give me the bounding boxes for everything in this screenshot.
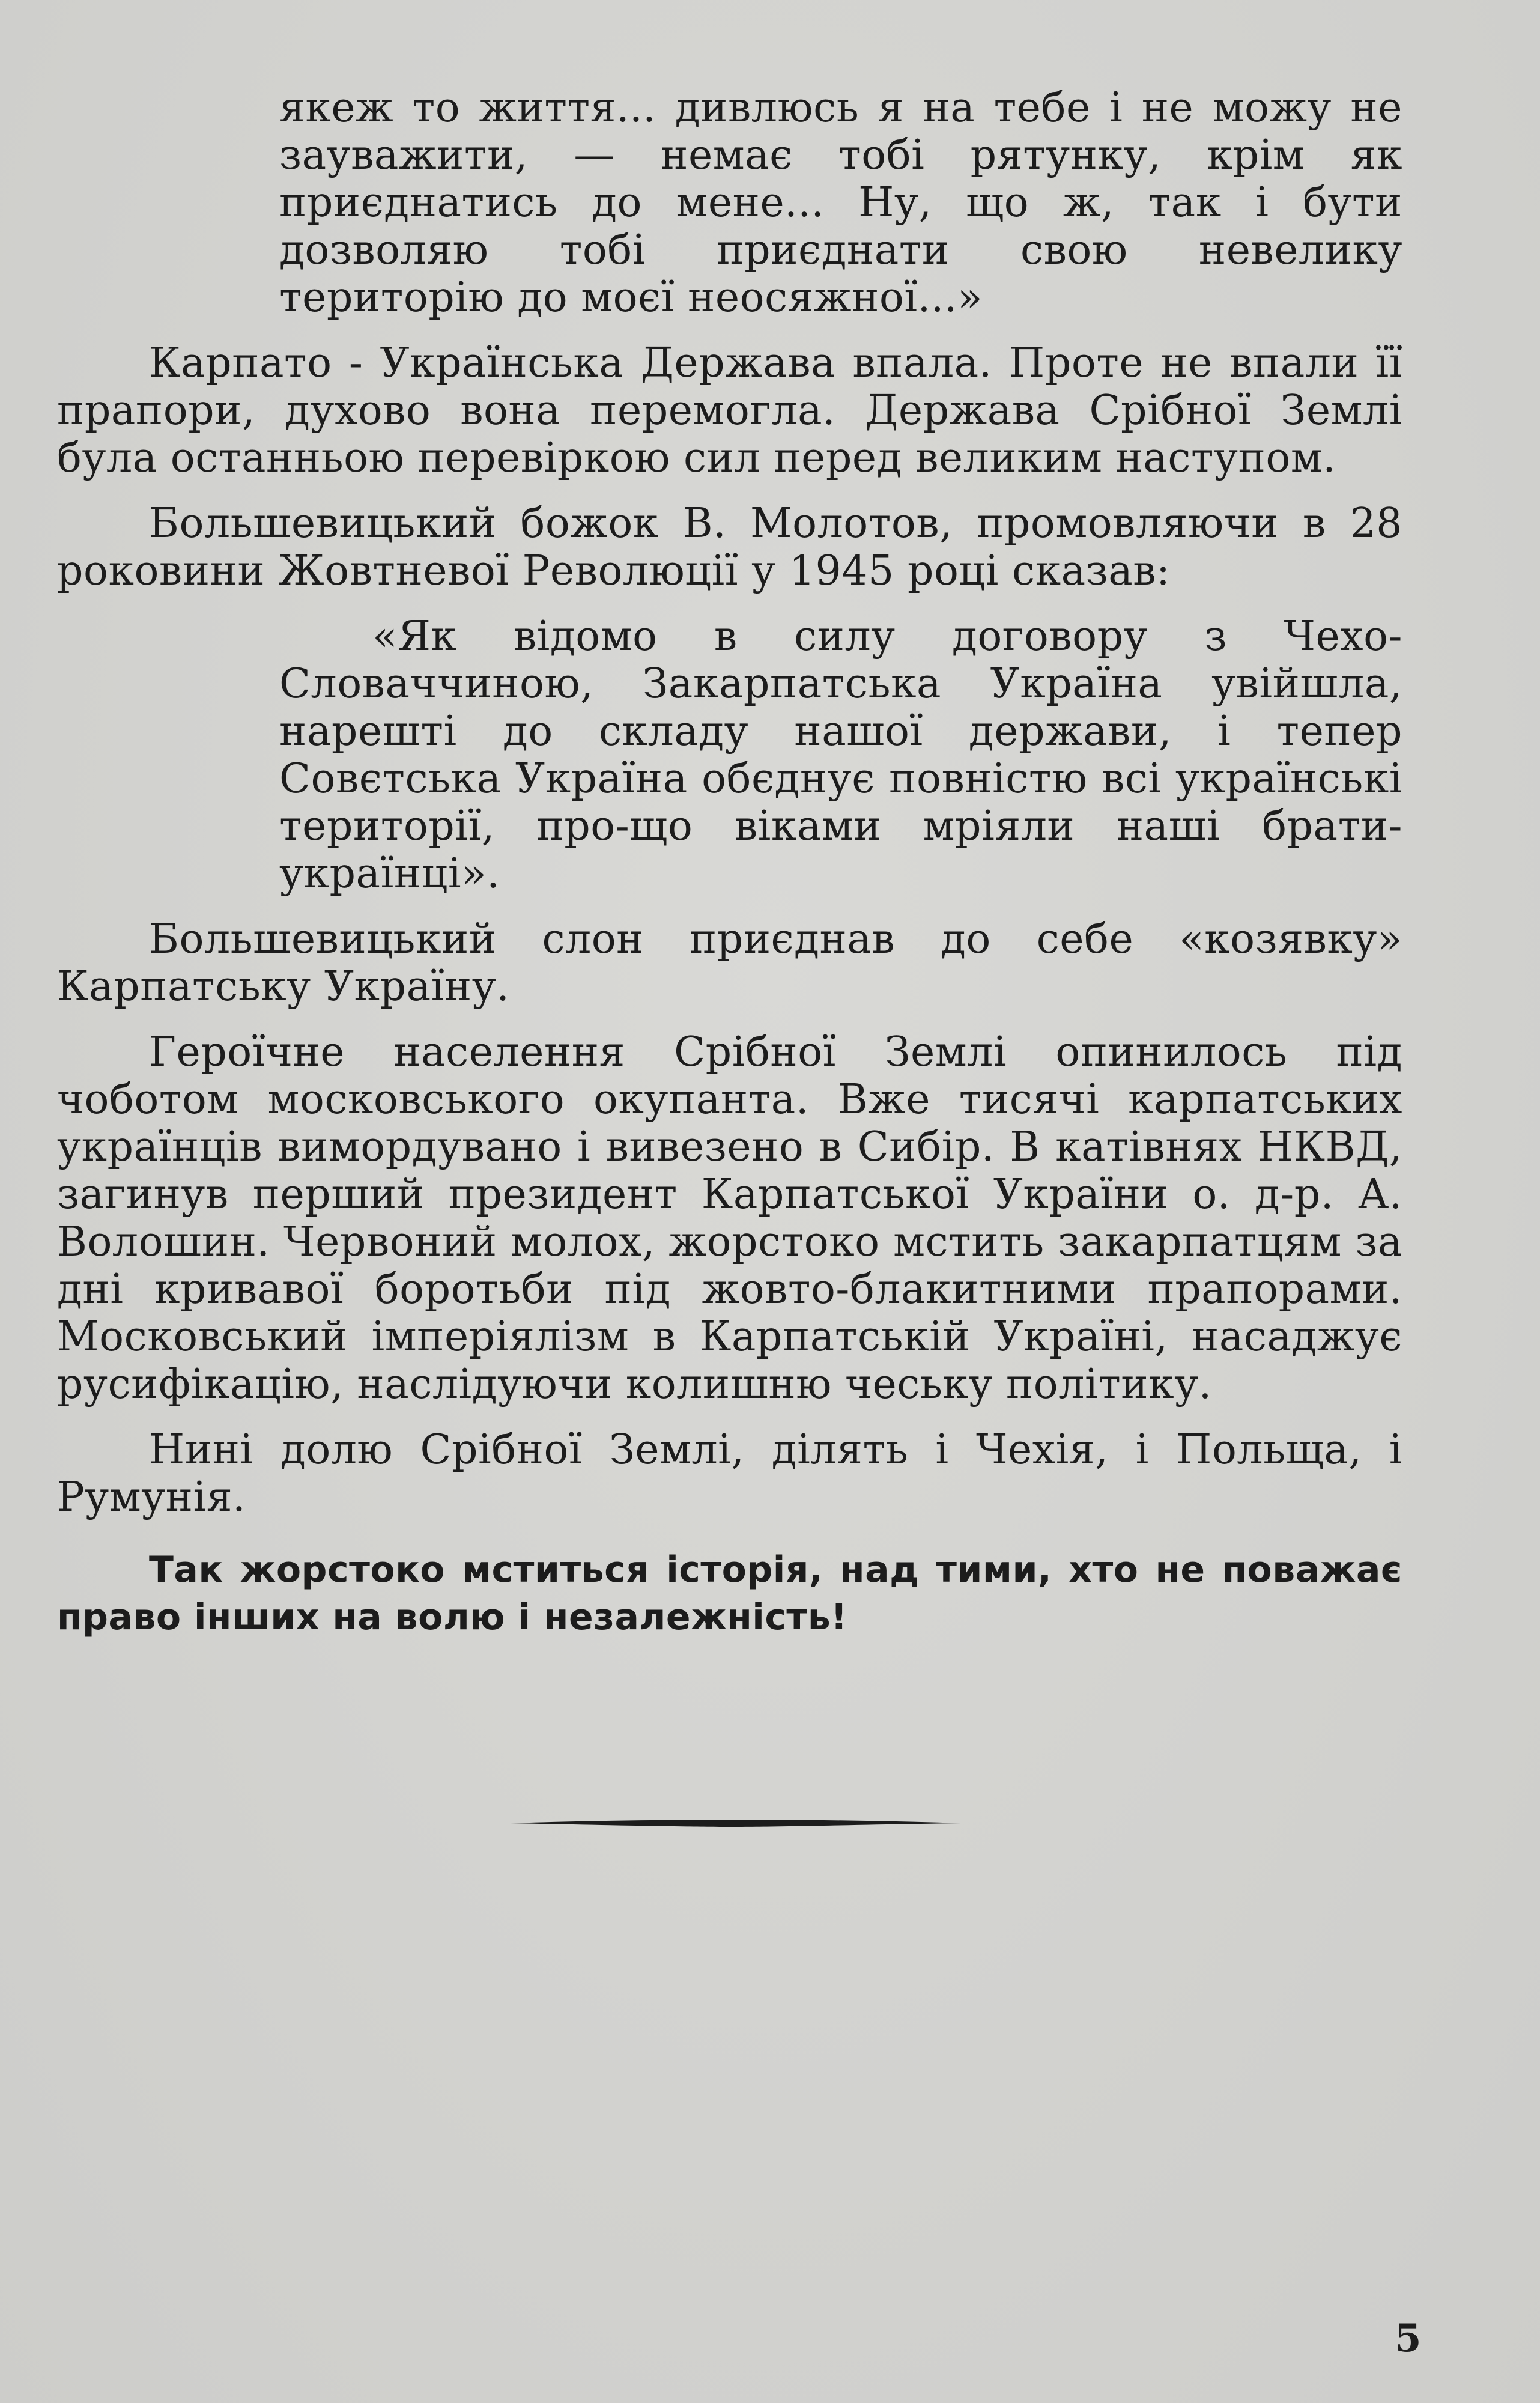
paragraph-elephant: Большевицький слон приєднав до себе «козявку» Карпатську Україну.: [57, 916, 1402, 1010]
paragraph-state-fell: Карпато - Українська Держава впала. Проте не впали її прапори, духово вона перемогла. Держава Срібної Землі була останньою перевіркою сил перед великим наступом.: [57, 339, 1402, 482]
closing-statement: Так жорстоко мститься історія, над тими, хто не поважає право інших на волю і незалежність!: [57, 1549, 1402, 1638]
section-divider: [511, 1818, 961, 1829]
paragraph-division: Нині долю Срібної Землі, ділять і Чехія, і Польща, і Румунія.: [57, 1426, 1402, 1521]
page-number: 5: [1395, 2316, 1422, 2361]
paragraph-molotov-intro: Большевицький божок В. Молотов, промовляючи в 28 роковини Жовтневої Революції у 1945 році сказав:: [57, 500, 1402, 595]
molotov-quote: «Як відомо в силу договору з Чехо-Словаччиною, Закарпатська Україна увійшла, нарешті до складу нашої держави, і тепер Совєтська Україна обєднує повністю всі українські території, про-що віками мріяли наші брати-українці».: [279, 613, 1402, 898]
opening-quote: якеж то життя... дивлюсь я на тебе і не можу не зауважити, — немає тобі рятунку, крім як приєднатись до мене... Ну, що ж, так і бути дозволяю тобі приєднати свою невелику територію до моєї неосяжної...»: [279, 84, 1402, 321]
paragraph-occupation: Героїчне населення Срібної Землі опинилось під чоботом московського окупанта. Вже тисячі карпатських українців вимордувано і вивезено в Сибір. В катівнях НКВД, загинув перший президент Карпатської України о. д-р. А. Волошин. Червоний молох, жорстоко мстить закарпатцям за дні кривавої боротьби під жовто-блакитними прапорами. Московський імперіялізм в Карпатській Україні, насаджує русифікацію, наслідуючи колишню чеську політику.: [57, 1028, 1402, 1408]
text-column: [57, 84, 1402, 1641]
